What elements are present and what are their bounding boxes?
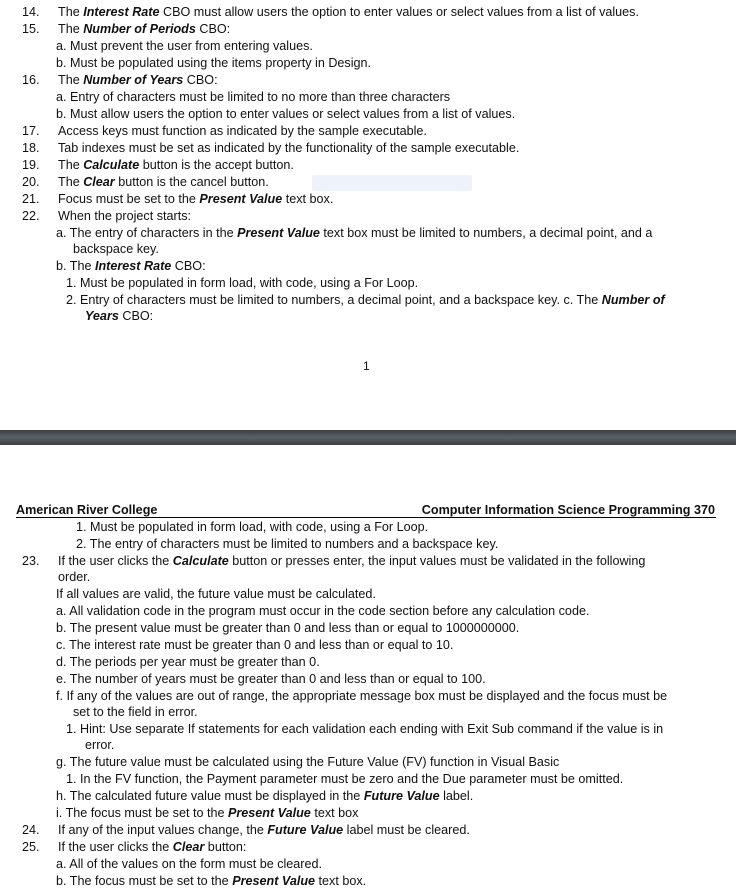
item-23f-hint-line1: 1. Hint: Use separate If statements for each validation each ending with Exit Sub command if the value is in [66,722,664,736]
item-number: 19. [22,158,40,172]
item-23b: b. The present value must be greater than 0 and less than or equal to 1000000000. [56,621,520,635]
item-16b: b. Must allow users the option to enter values or select values from a list of values. [56,107,516,121]
item-number: 18. [22,141,40,155]
item-15b: b. Must be populated using the items property in Design. [56,56,372,70]
item-22b-1: 1. Must be populated in form load, with code, using a For Loop. [66,276,419,290]
header-college: American River College [16,503,158,517]
item-23-line2: order. [58,570,91,584]
header-course: Computer Information Science Programming 370 [421,503,715,517]
item-23g: g. The future value must be calculated using the Future Value (FV) function in Visual Basic [56,755,560,769]
item-23i: i. The focus must be set to the Present Value text box [56,806,359,820]
item-22a-line2: backspace key. [73,242,159,256]
item-16a: a. Entry of characters must be limited to no more than three characters [56,90,451,104]
item-22b-2-line1: 2. Entry of characters must be limited to numbers, a decimal point, and a backspace key. c. The Number of [66,293,665,307]
item-23g-1: 1. In the FV function, the Payment parameter must be zero and the Due parameter must be omitted. [66,772,624,786]
item-23d: d. The periods per year must be greater than 0. [56,655,320,669]
item-22-text: When the project starts: [58,209,191,223]
item-number: 23. [22,554,40,568]
item-14-text: The Interest Rate CBO must allow users the option to enter values or select values from a list of values. [58,5,639,19]
item-22b-2-line2: Years CBO: [85,309,154,323]
item-23a: a. All validation code in the program must occur in the code section before any calculation code. [56,604,590,618]
item-number: 17. [22,124,40,138]
item-16-text: The Number of Years CBO: [58,73,218,87]
header-rule [16,517,716,518]
item-c2: 2. The entry of characters must be limited to numbers and a backspace key. [76,537,499,551]
item-number: 25. [22,840,40,854]
item-17-text: Access keys must function as indicated by the sample executable. [58,124,427,138]
item-number: 24. [22,823,40,837]
item-23f-hint-line2: error. [85,738,115,752]
item-number: 14. [22,5,40,19]
item-number: 22. [22,209,40,223]
page-number: 1 [363,359,370,373]
item-23-line1: If the user clicks the Calculate button or presses enter, the input values must be validated in the following [58,554,646,568]
item-number: 16. [22,73,40,87]
item-25b: b. The focus must be set to the Present Value text box. [56,874,367,888]
item-18-text: Tab indexes must be set as indicated by the functionality of the sample executable. [58,141,520,155]
page-divider [0,430,736,445]
item-23f-line2: set to the field in error. [73,705,198,719]
item-23-line3: If all values are valid, the future value must be calculated. [56,587,376,601]
item-22b: b. The Interest Rate CBO: [56,259,206,273]
item-15-text: The Number of Periods CBO: [58,22,231,36]
item-24-text: If any of the input values change, the Future Value label must be cleared. [58,823,470,837]
item-number: 20. [22,175,40,189]
item-25a: a. All of the values on the form must be cleared. [56,857,323,871]
item-19-text: The Calculate button is the accept button. [58,158,294,172]
item-25-text: If the user clicks the Clear button: [58,840,247,854]
item-22a-line1: a. The entry of characters in the Present Value text box must be limited to numbers, a decimal point, and a [56,226,653,240]
item-23c: c. The interest rate must be greater than 0 and less than or equal to 10. [56,638,454,652]
item-23f-line1: f. If any of the values are out of range, the appropriate message box must be displayed and the focus must be [56,689,668,703]
item-15a: a. Must prevent the user from entering values. [56,39,313,53]
item-20-text: The Clear button is the cancel button. [58,175,269,189]
item-c1: 1. Must be populated in form load, with code, using a For Loop. [76,520,429,534]
item-23e: e. The number of years must be greater than 0 and less than or equal to 100. [56,672,486,686]
item-21-text: Focus must be set to the Present Value text box. [58,192,334,206]
highlight-overlay [312,175,472,191]
item-number: 15. [22,22,40,36]
item-23h: h. The calculated future value must be displayed in the Future Value label. [56,789,474,803]
item-number: 21. [22,192,40,206]
